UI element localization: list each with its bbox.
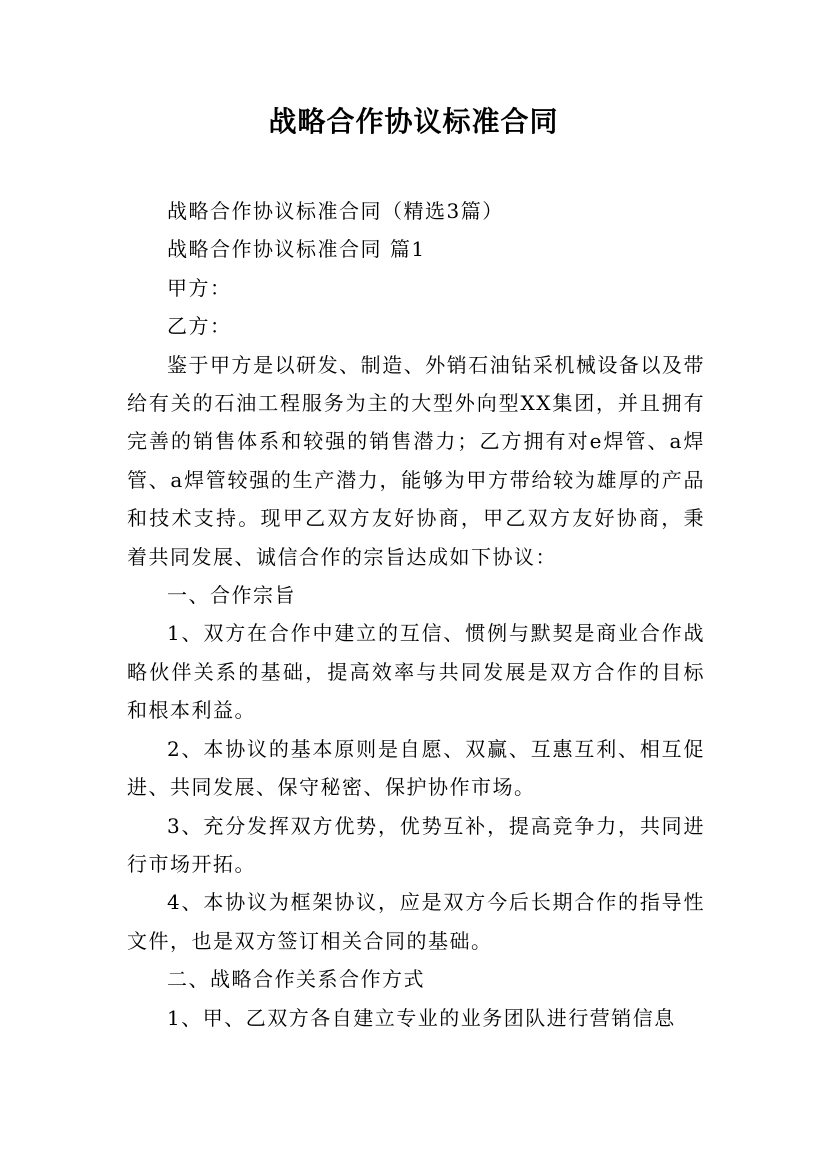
paragraph-clause-3: 3、充分发挥双方优势，优势互补，提高竞争力，共同进行市场开拓。 [127,813,705,876]
paragraph-clause-1: 1、双方在合作中建立的互信、惯例与默契是商业合作战略伙伴关系的基础，提高效率与共同发展是双方合作的目标和根本利益。 [127,621,705,723]
paragraph-clause-2: 2、本协议的基本原则是自愿、双赢、互惠互利、相互促进、共同发展、保守秘密、保护协作市场。 [127,736,705,800]
paragraph-heading-cooperation: 二、战略合作关系合作方式 [167,967,425,992]
document-body [127,192,705,1037]
paragraph-clause-4: 4、本协议为框架协议，应是双方今后长期合作的指导性文件，也是双方签订相关合同的基础。 [127,890,705,953]
paragraph-party-a: 甲方： [167,275,232,300]
paragraph-clause-2-1: 1、甲、乙双方各自建立专业的业务团队进行营销信息 [167,1005,676,1030]
paragraph-preamble: 鉴于甲方是以研发、制造、外销石油钻采机械设备以及带给有关的石油工程服务为主的大型外向型XX集团，并且拥有完善的销售体系和较强的销售潜力；乙方拥有对e焊管、a焊管、a焊管较强的生产潜力，能够为甲方带给较为雄厚的产品和技术支持。现甲乙双方友好协商，甲乙双方友好协商，秉着共同发展、诚信合作的宗旨达成如下协议： [127,352,705,569]
paragraph-party-b: 乙方： [167,314,232,339]
paragraph-section-heading: 战略合作协议标准合同 篇1 [167,237,426,262]
paragraph-subtitle: 战略合作协议标准合同（精选3篇） [167,199,504,223]
document-title: 战略合作协议标准合同 [268,105,559,138]
paragraph-heading-purpose: 一、合作宗旨 [167,583,296,608]
